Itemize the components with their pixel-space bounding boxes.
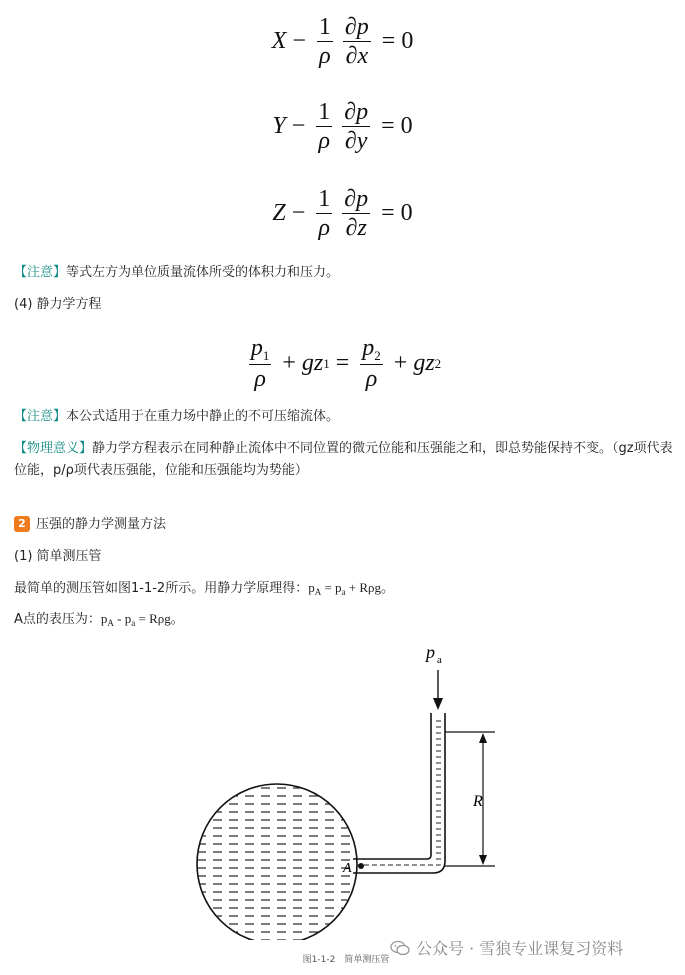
eq-z-minus: −: [291, 200, 306, 227]
hs-sub1: 1: [262, 348, 270, 363]
note-text: 等式左方为单位质量流体所受的体积力和压力。: [66, 265, 340, 280]
eq-z-lhs: Z: [272, 200, 286, 227]
equation-x: [0, 14, 685, 70]
hs-rho1: ρ: [254, 366, 266, 393]
note-tag: 【注意】: [14, 265, 67, 280]
equation-z: [0, 186, 685, 242]
vessel-liquid: [195, 780, 365, 940]
wechat-icon: [390, 940, 410, 956]
f-p: p: [308, 580, 315, 595]
eq-y-dp: ∂p: [342, 99, 370, 127]
tube-inner-wall: [353, 713, 431, 859]
watermark: [390, 936, 623, 959]
note-tag: 【注意】: [14, 409, 67, 424]
eq-y-equals: =: [381, 113, 395, 140]
r-arrow-down: [479, 855, 487, 865]
eq-y-lhs: Y: [272, 113, 286, 140]
gauge-formula: [101, 611, 184, 626]
eq-y-frac1: [316, 99, 332, 155]
f-sub-a: A: [314, 587, 322, 597]
f-sub-a2: a: [341, 587, 346, 597]
equation-hydrostatic: [0, 335, 685, 393]
hs-p1: p: [250, 335, 263, 361]
f-rest: = p: [321, 580, 342, 595]
eq-y-minus: −: [291, 113, 306, 140]
hs-zsub2: 2: [434, 355, 442, 371]
section-number-badge: 2: [14, 516, 30, 532]
subsection-1-heading: (1) 简单测压管: [14, 549, 102, 564]
eq-y-one: 1: [316, 99, 332, 127]
eq-z-dp: ∂p: [342, 186, 370, 214]
eq-x-one: 1: [317, 14, 333, 42]
point-a-label: A: [343, 861, 352, 876]
eq-z-zero: 0: [400, 200, 413, 227]
point-a-dot: [358, 863, 364, 869]
f-tail: + Rρg。: [345, 580, 395, 595]
eq-z-equals: =: [381, 200, 395, 227]
g-sub-a2: a: [131, 618, 136, 628]
eq-z-one: 1: [316, 186, 332, 214]
tube-liquid: [345, 720, 455, 880]
physical-meaning: [14, 438, 674, 482]
eq-y-frac2: [342, 99, 370, 155]
eq-x-frac1: [317, 14, 333, 70]
equation-y: [0, 99, 685, 155]
section-title: 压强的静力学测量方法: [36, 517, 167, 532]
g-tail: = Rρg。: [135, 611, 184, 626]
note-incompressible: [14, 406, 674, 428]
eq-x-dvar: ∂x: [345, 43, 369, 70]
hs-z2: z: [425, 350, 435, 377]
figure-caption: 图1-1-2 简单测压管: [302, 955, 390, 965]
hs-frac2: [360, 335, 383, 393]
hs-equals: =: [335, 350, 350, 377]
eq-y-dvar: ∂y: [344, 128, 368, 155]
eq-y-zero: 0: [400, 113, 413, 140]
manometer-figure: [195, 640, 495, 940]
eq-z-frac2: [342, 186, 370, 242]
g-rest: - p: [113, 611, 132, 626]
section-2-heading: [14, 514, 674, 536]
hs-rho2: ρ: [365, 366, 378, 393]
r-label: R: [473, 793, 483, 810]
section-4-heading: (4) 静力学方程: [14, 297, 102, 312]
phys-text: 静力学方程表示在同种静止流体中不同位置的微元位能和压强能之和，即总势能保持不变。（gz项代表位能，p/ρ项代表压强能，位能和压强能均为势能）: [14, 441, 673, 478]
watermark-text: 公众号 · 雪狼专业课复习资料: [416, 939, 624, 958]
eq-x-minus: −: [292, 28, 306, 55]
manometer-principle: [14, 577, 674, 603]
eq-x-frac2: [343, 14, 371, 70]
principle-formula: [308, 580, 394, 595]
eq-x-dp: ∂p: [343, 14, 371, 42]
note-volume-force: [14, 262, 674, 284]
principle-text: 最简单的测压管如图1-1-2所示。用静力学原理得：: [14, 581, 309, 596]
eq-x-zero: 0: [401, 28, 414, 55]
eq-x-lhs: X: [271, 28, 287, 55]
pa-arrow-head: [433, 698, 443, 710]
hs-zsub1: 1: [323, 355, 330, 371]
eq-x-rho: ρ: [319, 43, 331, 70]
hs-plus1: +: [282, 350, 296, 377]
eq-x-equals: =: [381, 28, 396, 55]
phys-tag: 【物理意义】: [14, 441, 93, 456]
hs-plus2: +: [393, 350, 408, 377]
pa-label: p: [426, 642, 435, 662]
g-p: p: [100, 611, 108, 626]
g-sub-a: A: [107, 618, 114, 628]
eq-z-rho: ρ: [318, 215, 331, 242]
eq-z-dvar: ∂z: [345, 215, 367, 242]
hs-sub2: 2: [374, 348, 381, 363]
note-text: 本公式适用于在重力场中静止的不可压缩流体。: [66, 409, 340, 424]
hs-p2: p: [362, 335, 375, 361]
eq-z-frac1: [316, 186, 332, 242]
gauge-pressure: [14, 608, 674, 634]
hs-g1: g: [301, 350, 314, 377]
eq-y-rho: ρ: [318, 128, 331, 155]
hs-frac1: [249, 335, 272, 393]
hs-g2: g: [413, 350, 426, 377]
pa-label-sub: a: [437, 654, 442, 666]
gauge-text: A点的表压为：: [14, 612, 101, 627]
hs-z1: z: [313, 350, 324, 377]
r-arrow-up: [479, 733, 487, 743]
